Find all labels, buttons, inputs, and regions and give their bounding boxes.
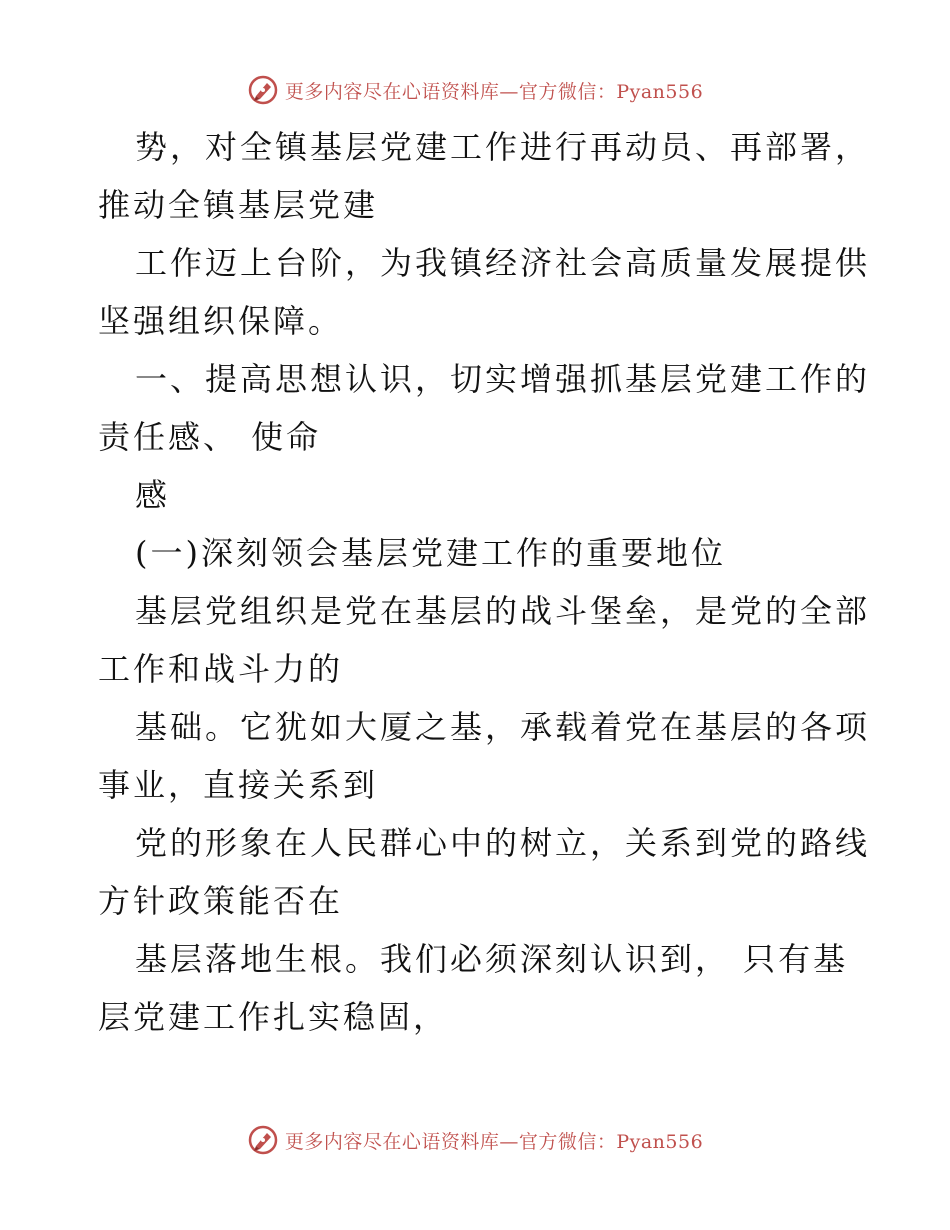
paragraph-line: 推动全镇基层党建 [98,186,379,224]
paragraph-line: 工作和战斗力的 [98,650,344,688]
paragraph-line: 势，对全镇基层党建工作进行再动员、再部署， [135,128,871,166]
header-watermark [0,70,950,110]
section-heading-line: 一、提高思想认识，切实增强抓基层党建工作的 [135,360,871,398]
footer-watermark [0,1120,950,1160]
pen-logo-icon [247,1124,279,1156]
document-body [98,118,871,1046]
pen-logo-icon [247,74,279,106]
paragraph-line: 基础。它犹如大厦之基，承载着党在基层的各项 [135,708,871,746]
footer-watermark-text: 更多内容尽在心语资料库—官方微信：Pyan556 [284,1130,704,1153]
paragraph-line: 层党建工作扎实稳固， [98,998,449,1036]
paragraph-line: 基层落地生根。我们必须深刻认识到， 只有基 [135,940,849,978]
header-watermark-text: 更多内容尽在心语资料库—官方微信：Pyan556 [284,80,704,103]
paragraph-line: 方针政策能否在 [98,882,344,920]
paragraph-line: 党的形象在人民群心中的树立，关系到党的路线 [135,824,871,862]
section-heading-line: 责任感、 使命 [98,418,322,456]
paragraph-line: 坚强组织保障。 [98,302,344,340]
paragraph-line: 工作迈上台阶，为我镇经济社会高质量发展提供 [135,244,871,282]
section-heading-line: 感 [135,476,171,514]
paragraph-line: 事业，直接关系到 [98,766,379,804]
subsection-heading: (一)深刻领会基层党建工作的重要地位 [135,534,726,572]
paragraph-line: 基层党组织是党在基层的战斗堡垒，是党的全部 [135,592,871,630]
